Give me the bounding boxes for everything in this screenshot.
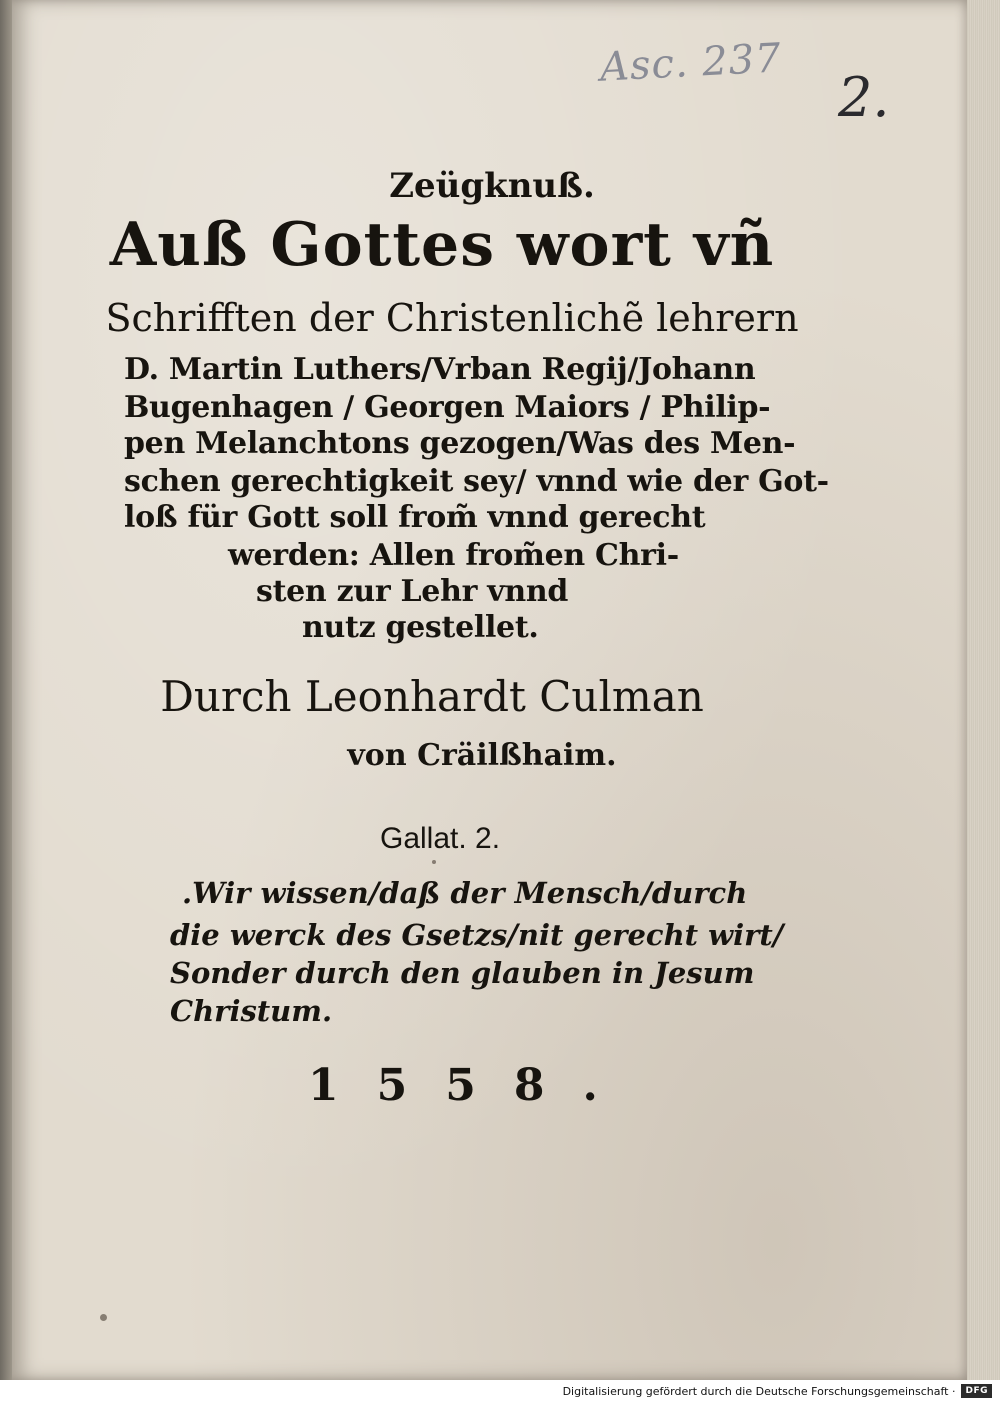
page-number: 2. [838, 66, 890, 129]
quote-line: die werck des Gsetzs/nit gerecht wirt/ [170, 918, 784, 952]
dfg-logo: DFG [961, 1384, 992, 1398]
body-line: werden: Allen from̃en Chri- [228, 538, 679, 573]
title-line-zeugknuss: Zeügknuß. [389, 166, 595, 206]
digitization-credit-bar [0, 1380, 1000, 1402]
ink-spot [100, 1314, 107, 1321]
origin-line: von Cräilßhaim. [347, 738, 617, 773]
shelfmark-annotation: Asc. 237 [598, 35, 783, 91]
title-page [12, 0, 967, 1380]
digitization-credit: Digitalisierung gefördert durch die Deutsche Forschungsgemeinschaft · [562, 1384, 956, 1398]
quote-line: Sonder durch den glauben in Jesum [170, 956, 755, 990]
body-line: D. Martin Luthers/Vrban Regij/Johann [124, 352, 756, 387]
scripture-reference: Gallat. 2. [380, 822, 501, 855]
ink-spot [432, 860, 436, 864]
body-line: nutz gestellet. [302, 610, 539, 645]
author-line: Durch Leonhardt Culman [160, 672, 704, 721]
body-line: schen gerechtigkeit sey/ vnnd wie der Got- [124, 464, 829, 499]
body-line: pen Melanchtons gezogen/Was des Men- [124, 426, 796, 461]
body-line: sten zur Lehr vnnd [256, 574, 569, 609]
body-line: loß für Gott soll from̃ vnnd gerecht [124, 500, 706, 535]
title-line-schrifften: Schrifften der Christenlichẽ lehrern [105, 296, 799, 340]
title-line-auss-gottes-wort: Auß Gottes wort vñ [109, 210, 775, 280]
quote-line: Christum. [170, 994, 333, 1028]
quote-line: .Wir wissen/daß der Mensch/durch [182, 876, 748, 910]
publication-year: 1558. [308, 1060, 636, 1111]
body-line: Bugenhagen / Georgen Maiors / Philip- [124, 390, 771, 425]
